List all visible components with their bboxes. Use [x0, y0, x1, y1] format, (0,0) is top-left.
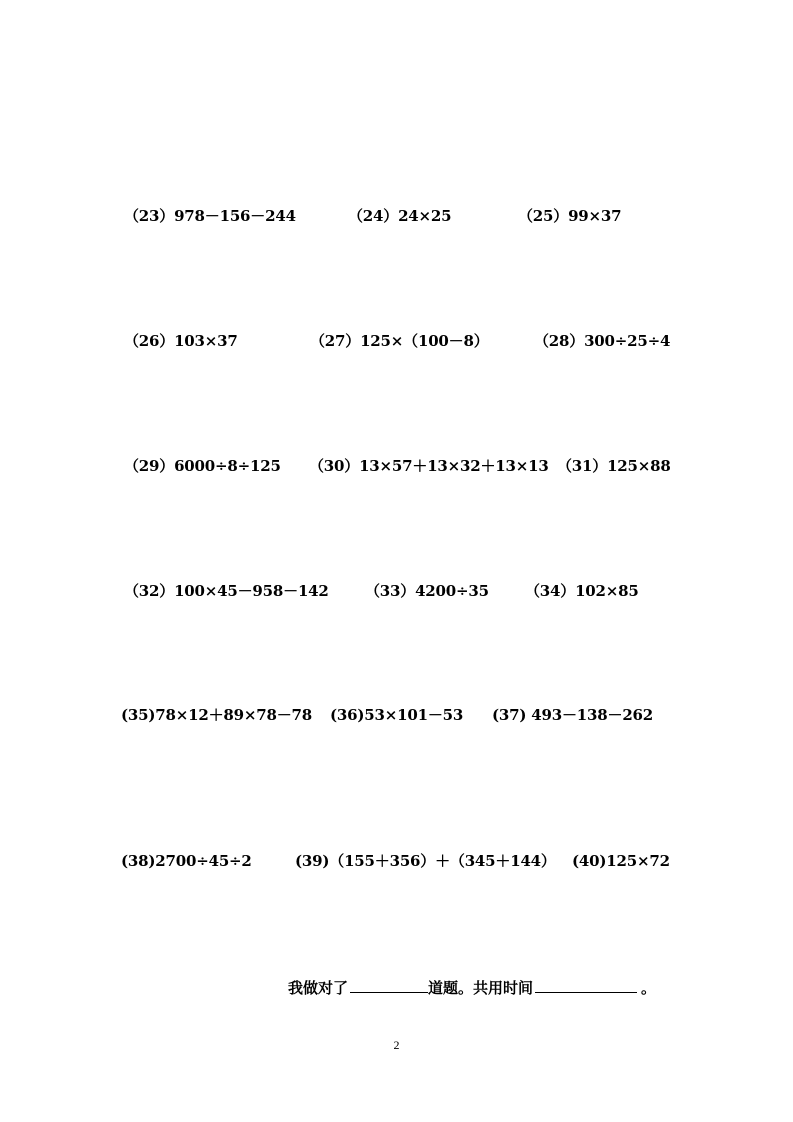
score-text-3: 。	[641, 979, 657, 997]
problem-37: (37) 493－138－262	[492, 706, 654, 724]
time-used-blank[interactable]	[535, 976, 637, 993]
score-time-line	[288, 976, 656, 998]
problem-38: (38)2700÷45÷2	[121, 852, 252, 870]
page-number: 2	[393, 1038, 400, 1052]
score-text-2: 道题。共用时间	[428, 979, 534, 997]
problem-28: （28）300÷25÷4	[534, 332, 671, 350]
problem-31: （31）125×88	[557, 457, 671, 475]
problem-26: （26）103×37	[124, 332, 238, 350]
problem-39: (39)（155＋356）＋（345＋144）	[295, 852, 556, 870]
problem-23: （23）978－156－244	[124, 207, 296, 225]
correct-count-blank[interactable]	[350, 976, 428, 993]
problem-24: （24）24×25	[348, 207, 452, 225]
problem-35: (35)78×12＋89×78－78	[121, 706, 312, 724]
problem-32: （32）100×45－958－142	[124, 582, 329, 600]
problem-30: （30）13×57＋13×32＋13×13	[309, 457, 549, 475]
problem-36: (36)53×101－53	[330, 706, 464, 724]
problem-29: （29）6000÷8÷125	[124, 457, 281, 475]
score-text-1: 我做对了	[288, 979, 349, 997]
problem-34: （34）102×85	[525, 582, 639, 600]
problem-33: （33）4200÷35	[365, 582, 489, 600]
problem-27: （27）125×（100－8）	[310, 332, 489, 350]
problem-25: （25）99×37	[518, 207, 622, 225]
problem-40: (40)125×72	[572, 852, 670, 870]
